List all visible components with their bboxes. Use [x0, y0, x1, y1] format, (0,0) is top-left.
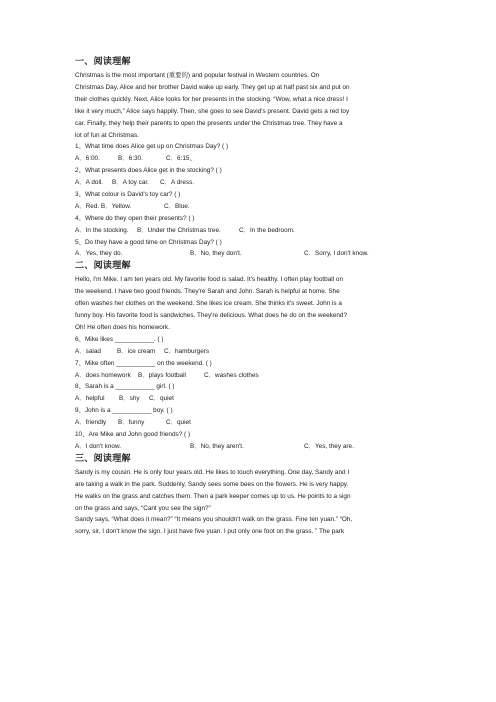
- option-a: A．does homework: [75, 371, 131, 379]
- passage-line: sorry, sir, I don't know the sign. I just have five yuan. I put only one foot on the grass. ” The park: [75, 528, 345, 536]
- option-c: C．6:15、: [166, 155, 196, 163]
- passage: [75, 70, 427, 141]
- question-options: [75, 248, 427, 260]
- section-3: [75, 453, 427, 538]
- section-title: 三、阅读理解: [75, 453, 131, 464]
- option-b: B．shy: [119, 395, 140, 403]
- option-a: A．Yes, they do.: [75, 250, 123, 258]
- passage-line: are taking a walk in the park. Suddenly, Sandy sees some bees on the flowers. He is very happy.: [75, 480, 349, 488]
- question-stem: 10、Are Mike and John good friends? ( ): [75, 431, 191, 438]
- question-stem: 7、Mike often ___________ on the weekend. ( ): [75, 359, 212, 367]
- question-stem: 3、What colour is David's toy car? ( ): [75, 191, 181, 198]
- passage: [75, 274, 427, 334]
- passage-line: Sandy says, “What does it mean?” “It means you shouldn't walk on the grass. Fine ten yuan.” “Oh,: [75, 516, 353, 524]
- passage-line: often washes her clothes on the weekend. She likes ice cream. She thinks it's sweet. John is a: [75, 300, 342, 308]
- passage-line: their clothes quickly. Next, Alice looks for her presents in the stocking. “Wow, what a nice dress! I: [75, 95, 348, 103]
- question-options: [75, 201, 427, 213]
- option-b: B．6:30.: [118, 155, 143, 163]
- option-c: C．Sorry, I don't know.: [304, 250, 369, 258]
- passage-line: funny boy. His favorite food is sandwiches. They're delicious. What does he do on the weekend?: [75, 312, 348, 320]
- option-c: C．In the bedroom.: [239, 226, 295, 234]
- question-options: [75, 441, 427, 453]
- passage: [75, 467, 427, 538]
- section-title: 二、阅读理解: [75, 261, 131, 272]
- question-4: [75, 213, 427, 237]
- question-6: [75, 334, 427, 358]
- question-10: [75, 429, 427, 453]
- question-options: [75, 225, 427, 237]
- question-options: [75, 417, 427, 429]
- passage-line: on the grass and says, “Cant you see the sign?”: [75, 504, 211, 512]
- option-c: C．A dress.: [160, 179, 195, 187]
- option-a-b: A．Red. B．Yellow.: [75, 202, 132, 210]
- passage-line: lot of fun at Christmas.: [75, 131, 139, 139]
- option-a: A．A doll.: [75, 179, 104, 187]
- option-b: B．plays football: [138, 371, 186, 379]
- option-a: A．salad: [75, 347, 101, 355]
- passage-line: Oh! He often does his homework.: [75, 323, 170, 331]
- section-title: 一、阅读理解: [75, 57, 131, 67]
- option-c: C．washes clothes: [204, 371, 259, 379]
- option-c: C．Yes, they are.: [304, 442, 354, 450]
- question-stem: 6、Mike likes ___________. ( ): [75, 335, 164, 343]
- question-8: [75, 381, 427, 405]
- question-options: [75, 346, 427, 358]
- passage-line: He walks on the grass and catches them. Then a park keeper comes up to us. He points to a sign: [75, 492, 351, 500]
- question-stem: 9、John is a ___________ boy. ( ): [75, 407, 173, 415]
- question-stem: 8、Sarah is a ___________ girl. ( ): [75, 383, 175, 391]
- question-options: [75, 177, 427, 189]
- question-options: [75, 153, 427, 165]
- option-b: B．ice cream: [117, 347, 156, 355]
- question-stem: 2、What presents does Alice get in the stocking? ( ): [75, 167, 222, 175]
- passage-line: Hello, I'm Mike. I am ten years old. My favorite food is salad. It's healthy. I often play football on: [75, 276, 344, 284]
- option-a: A．In the stocking.: [75, 226, 129, 234]
- passage-line: Sandy is my cousin. He is only four years old. He likes to touch everything. One day, Sandy and I: [75, 468, 350, 476]
- option-b: B．A toy car.: [112, 179, 149, 187]
- option-c: C．quiet: [166, 419, 191, 427]
- question-7: [75, 358, 427, 382]
- passage-line: Christmas is the most important (重要的) and popular festival in Western countries. On: [75, 72, 320, 79]
- question-1: [75, 141, 427, 165]
- option-c: C．quiet: [149, 395, 174, 403]
- option-c: C．Blue.: [164, 202, 190, 210]
- option-a: A．helpful: [75, 395, 105, 403]
- question-stem: 4、Where do they open their presents? ( ): [75, 214, 195, 222]
- option-b: B．No, they don't.: [190, 250, 242, 258]
- document-content: [75, 56, 427, 538]
- question-stem: 5、Do they have a good time on Christmas Day? ( ): [75, 238, 222, 246]
- question-5: [75, 237, 427, 261]
- question-2: [75, 165, 427, 189]
- option-a: A．6:00.: [75, 155, 100, 163]
- option-b: B．funny: [118, 419, 145, 427]
- passage-line: car. Finally, they help their parents to open the presents under the Christmas tree. They have a: [75, 119, 343, 127]
- question-3: [75, 189, 427, 213]
- passage-line: the weekend. I have two good friends. They're Sarah and John. Sarah is helpful at home. She: [75, 288, 340, 296]
- option-a: A．I don't know.: [75, 442, 121, 450]
- option-b: B．No, they aren't.: [190, 442, 244, 450]
- option-b: B．Under the Christmas tree.: [137, 226, 221, 234]
- passage-line: Christmas Day, Alice and her brother David wake up early. They get up at half past six and put on: [75, 83, 350, 91]
- section-1: [75, 56, 427, 260]
- section-2: [75, 260, 427, 452]
- question-9: [75, 405, 427, 429]
- question-options: [75, 370, 427, 382]
- option-a: A．friendly: [75, 419, 107, 427]
- passage-line: like it very much,” Alice says happily. Then, she goes to see David's present. David gets a red toy: [75, 107, 350, 115]
- question-options: [75, 393, 427, 405]
- question-stem: 1、What time does Alice get up on Christmas Day? ( ): [75, 143, 229, 151]
- option-c: C．hamburgers: [164, 347, 210, 355]
